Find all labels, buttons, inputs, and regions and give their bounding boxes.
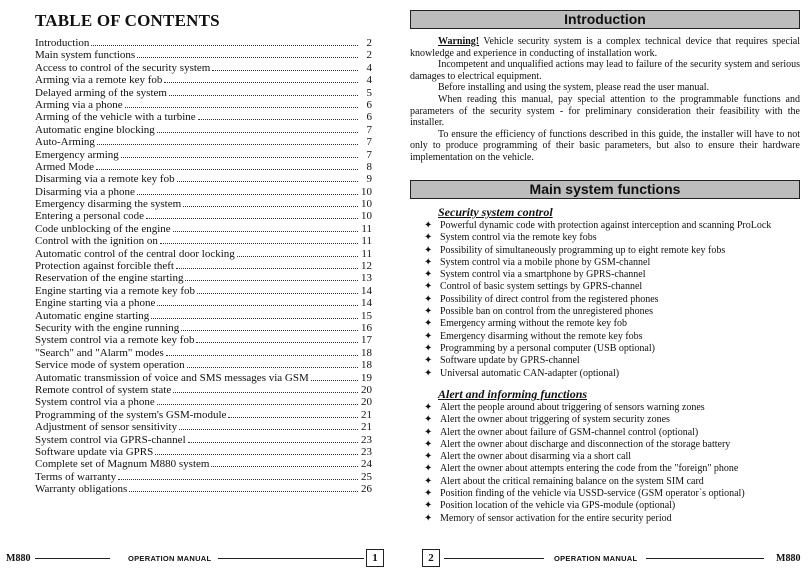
toc-entry: [35, 333, 372, 345]
table-of-contents: [35, 36, 372, 494]
toc-entry: [35, 110, 372, 122]
feature-item: [424, 232, 804, 244]
feature-item: [424, 368, 804, 380]
feature-item: [424, 269, 804, 281]
bullet-star-icon: ✦: [424, 342, 433, 354]
toc-entry-page: 18: [361, 359, 372, 372]
feature-text: Alert the owner about disarming via a short call: [440, 451, 632, 463]
toc-entry: [35, 135, 372, 147]
toc-entry-title: System control via a remote key fob: [35, 334, 195, 347]
toc-entry-page: 11: [361, 222, 372, 235]
feature-text: Position location of the vehicle via GPS-module (optional): [440, 500, 676, 512]
right-page: [410, 0, 808, 570]
footer-rule: [35, 558, 110, 559]
bullet-star-icon: ✦: [424, 330, 433, 342]
toc-entry-page: 21: [361, 421, 372, 434]
toc-entry-page: 25: [361, 470, 372, 483]
feature-text: Emergency arming without the remote key fob: [440, 318, 627, 330]
toc-entry-page: 6: [366, 111, 372, 124]
toc-leader-dots: [164, 73, 358, 83]
toc-entry-page: 18: [361, 346, 372, 359]
toc-entry-page: 2: [366, 49, 372, 62]
toc-entry: [35, 36, 372, 48]
toc-entry-title: Control with the ignition on: [35, 235, 158, 248]
toc-entry-page: 11: [361, 235, 372, 248]
intro-paragraph: When reading this manual, pay special attention to the programmable functions and parameters of the security system - for preliminary consideration their feasibility with the installer.: [410, 93, 800, 129]
toc-leader-dots: [160, 234, 358, 244]
feature-text: System control via a mobile phone by GSM-channel: [440, 256, 651, 268]
toc-leader-dots: [118, 470, 358, 480]
toc-entry: [35, 222, 372, 234]
feature-item: [424, 488, 804, 500]
toc-entry: [35, 284, 372, 296]
toc-entry-page: 7: [366, 136, 372, 149]
toc-leader-dots: [96, 160, 358, 170]
bullet-star-icon: ✦: [424, 220, 433, 231]
feature-item: [424, 294, 804, 306]
toc-leader-dots: [196, 333, 358, 343]
toc-leader-dots: [157, 123, 358, 133]
toc-entry-title: Automatic engine blocking: [35, 123, 155, 136]
intro-paragraph: Before installing and using the system, please read the user manual.: [438, 82, 710, 94]
toc-leader-dots: [212, 61, 358, 71]
toc-entry: [35, 383, 372, 395]
toc-leader-dots: [198, 110, 358, 120]
feature-item: [424, 427, 804, 439]
toc-entry-page: 9: [366, 173, 372, 186]
toc-leader-dots: [188, 433, 358, 443]
feature-item: [424, 281, 804, 293]
right-footer: [410, 549, 808, 569]
toc-entry-title: Engine starting via a phone: [35, 297, 156, 310]
feature-text: Universal automatic CAN-adapter (optional): [440, 367, 620, 379]
toc-entry: [35, 420, 372, 432]
toc-entry-page: 7: [366, 123, 372, 136]
feature-item: [424, 257, 804, 269]
toc-entry-title: Auto-Arming: [35, 136, 95, 149]
toc-entry: [35, 445, 372, 457]
footer-page-number: 2: [422, 549, 440, 567]
toc-entry-title: Security with the engine running: [35, 321, 180, 334]
feature-text: Possibility of simultaneously programming up to eight remote key fobs: [440, 244, 726, 256]
security-subheading: Security system control: [438, 205, 553, 219]
feature-item: [424, 414, 804, 426]
toc-entry: [35, 271, 372, 283]
toc-entry-page: 24: [361, 458, 372, 471]
toc-entry-title: Emergency arming: [35, 148, 119, 161]
toc-entry-title: System control via a phone: [35, 396, 155, 409]
feature-text: Position finding of the vehicle via USSD-service (GSM operator`s optional): [440, 488, 745, 500]
toc-entry-title: Automatic control of the central door locking: [35, 247, 235, 260]
toc-leader-dots: [129, 482, 358, 492]
toc-entry-page: 4: [366, 74, 372, 87]
toc-entry-page: 7: [366, 148, 372, 161]
toc-entry-page: 10: [361, 198, 372, 211]
toc-entry-page: 5: [366, 86, 372, 99]
toc-entry-title: Automatic engine starting: [35, 309, 150, 322]
toc-leader-dots: [151, 309, 358, 319]
toc-entry: [35, 73, 372, 85]
toc-leader-dots: [237, 247, 358, 257]
toc-leader-dots: [97, 135, 358, 145]
toc-leader-dots: [146, 209, 358, 219]
toc-entry-page: 8: [366, 160, 372, 173]
intro-paragraph: Warning! Vehicle security system is a complex technical device that requires special knowledge and experience in conducting of installation work.: [410, 36, 800, 59]
toc-entry-title: Arming via a remote key fob: [35, 74, 163, 87]
toc-entry-title: Protection against forcible theft: [35, 260, 174, 273]
toc-entry-page: 10: [361, 185, 372, 198]
toc-entry-page: 21: [361, 408, 372, 421]
footer-rule: [444, 558, 544, 559]
footer-page-number: 1: [366, 549, 384, 567]
toc-entry: [35, 247, 372, 259]
feature-item: [424, 306, 804, 318]
alert-feature-list: [424, 402, 804, 525]
left-page: [0, 0, 396, 570]
toc-leader-dots: [157, 296, 358, 306]
bullet-star-icon: ✦: [424, 500, 433, 512]
bullet-star-icon: ✦: [424, 269, 433, 281]
bullet-star-icon: ✦: [424, 355, 433, 367]
toc-leader-dots: [181, 321, 358, 331]
toc-entry-page: 23: [361, 445, 372, 458]
feature-text: Alert the people around about triggering of sensors warning zones: [440, 402, 705, 413]
functions-heading-bar: Main system functions: [410, 180, 800, 199]
toc-entry-page: 26: [361, 483, 372, 496]
toc-entry: [35, 61, 372, 73]
feature-text: Alert the owner about failure of GSM-channel control (optional): [440, 426, 699, 438]
feature-item: [424, 355, 804, 367]
toc-entry-title: Warranty obligations: [35, 483, 128, 496]
toc-entry: [35, 48, 372, 60]
alert-subheading: Alert and informing functions: [438, 387, 588, 401]
feature-text: Memory of sensor activation for the entire security period: [440, 512, 672, 524]
feature-text: Alert the owner about triggering of system security zones: [440, 414, 670, 426]
toc-entry-page: 13: [361, 272, 372, 285]
toc-entry-page: 10: [361, 210, 372, 223]
toc-entry: [35, 482, 372, 494]
feature-text: Programming by a personal computer (USB optional): [440, 342, 655, 354]
feature-text: Software update by GPRS-channel: [440, 355, 580, 367]
toc-entry-title: Arming via a phone: [35, 98, 123, 111]
feature-text: Alert the owner about discharge and disconnection of the storage battery: [440, 438, 731, 450]
bullet-star-icon: ✦: [424, 367, 433, 379]
bullet-star-icon: ✦: [424, 488, 433, 500]
toc-entry: [35, 470, 372, 482]
footer-model: M880: [6, 553, 31, 564]
toc-entry-title: Arming of the vehicle with a turbine: [35, 111, 196, 124]
toc-leader-dots: [173, 383, 358, 393]
toc-leader-dots: [311, 371, 358, 381]
toc-entry-title: Armed Mode: [35, 160, 94, 173]
toc-entry: [35, 259, 372, 271]
feature-text: System control via the remote key fobs: [440, 232, 597, 244]
toc-entry-title: Software update via GPRS: [35, 445, 154, 458]
warning-label: Warning!: [438, 36, 480, 47]
footer-manual-label: OPERATION MANUAL: [128, 554, 212, 563]
bullet-star-icon: ✦: [424, 281, 433, 293]
intro-text: [410, 36, 800, 164]
toc-leader-dots: [125, 98, 358, 108]
bullet-star-icon: ✦: [424, 244, 433, 256]
toc-entry-title: Delayed arming of the system: [35, 86, 167, 99]
toc-entry-page: 16: [361, 321, 372, 334]
feature-text: Alert about the critical remaining balance on the system SIM card: [440, 475, 704, 487]
feature-item: [424, 245, 804, 257]
toc-entry-page: 4: [366, 61, 372, 74]
toc-entry: [35, 123, 372, 135]
feature-item: [424, 451, 804, 463]
bullet-star-icon: ✦: [424, 463, 433, 475]
toc-entry-page: 23: [361, 433, 372, 446]
bullet-star-icon: ✦: [424, 306, 433, 318]
footer-manual-label: OPERATION MANUAL: [554, 554, 638, 563]
toc-leader-dots: [183, 197, 358, 207]
toc-leader-dots: [177, 172, 358, 182]
feature-item: [424, 513, 804, 525]
toc-entry-title: Programming of the system's GSM-module: [35, 408, 227, 421]
toc-entry: [35, 371, 372, 383]
toc-entry-title: Disarming via a phone: [35, 185, 135, 198]
toc-leader-dots: [155, 445, 358, 455]
toc-entry-title: Disarming via a remote key fob: [35, 173, 175, 186]
toc-leader-dots: [187, 358, 358, 368]
toc-entry-title: "Search" and "Alarm" modes: [35, 346, 164, 359]
toc-leader-dots: [169, 86, 358, 96]
toc-leader-dots: [137, 185, 358, 195]
toc-entry: [35, 408, 372, 420]
feature-text: Powerful dynamic code with protection against interception and scanning ProLock: [440, 220, 772, 231]
toc-entry-title: Emergency disarming the system: [35, 198, 182, 211]
bullet-star-icon: ✦: [424, 475, 433, 487]
toc-entry-page: 12: [361, 260, 372, 273]
feature-item: [424, 402, 804, 414]
toc-entry-page: 6: [366, 98, 372, 111]
toc-entry: [35, 296, 372, 308]
toc-entry-title: Entering a personal code: [35, 210, 145, 223]
toc-leader-dots: [211, 457, 358, 467]
feature-text: Emergency disarming without the remote key fobs: [440, 330, 643, 342]
toc-entry-title: Reservation of the engine starting: [35, 272, 184, 285]
intro-heading-bar: Introduction: [410, 10, 800, 29]
feature-text: Alert the owner about attempts entering the code from the "foreign" phone: [440, 463, 739, 475]
toc-entry: [35, 197, 372, 209]
bullet-star-icon: ✦: [424, 232, 433, 244]
feature-item: [424, 500, 804, 512]
toc-entry-title: System control via GPRS-channel: [35, 433, 186, 446]
bullet-star-icon: ✦: [424, 414, 433, 426]
toc-entry-title: Engine starting via a remote key fob: [35, 284, 196, 297]
intro-paragraph: To ensure the efficiency of functions described in this guide, the installer will have to not only to produce programming of their basic parameters, but also to ensure their hardware implementation on the vehicle.: [410, 128, 800, 163]
bullet-star-icon: ✦: [424, 318, 433, 330]
toc-leader-dots: [228, 408, 358, 418]
toc-entry: [35, 457, 372, 469]
bullet-star-icon: ✦: [424, 451, 433, 463]
toc-entry-page: 20: [361, 396, 372, 409]
feature-item: [424, 476, 804, 488]
bullet-star-icon: ✦: [424, 293, 433, 305]
toc-entry: [35, 160, 372, 172]
bullet-star-icon: ✦: [424, 512, 433, 524]
feature-item: [424, 331, 804, 343]
bullet-star-icon: ✦: [424, 402, 433, 413]
feature-item: [424, 439, 804, 451]
toc-entry: [35, 98, 372, 110]
toc-entry-title: Automatic transmission of voice and SMS messages via GSM: [35, 371, 309, 384]
toc-entry-title: Adjustment of sensor sensitivity: [35, 421, 178, 434]
toc-leader-dots: [176, 259, 358, 269]
toc-entry: [35, 148, 372, 160]
feature-item: [424, 343, 804, 355]
toc-entry-title: Main system functions: [35, 49, 136, 62]
toc-title: TABLE OF CONTENTS: [35, 11, 220, 30]
toc-leader-dots: [91, 36, 358, 46]
toc-entry-title: Access to control of the security system: [35, 61, 211, 74]
toc-entry: [35, 185, 372, 197]
toc-entry-page: 14: [361, 284, 372, 297]
toc-entry: [35, 358, 372, 370]
toc-leader-dots: [197, 284, 358, 294]
toc-leader-dots: [137, 48, 358, 58]
toc-entry-title: Complete set of Magnum M880 system: [35, 458, 210, 471]
feature-text: System control via a smartphone by GPRS-channel: [440, 269, 646, 281]
feature-item: [424, 463, 804, 475]
toc-entry: [35, 86, 372, 98]
feature-text: Control of basic system settings by GPRS-channel: [440, 281, 643, 293]
bullet-star-icon: ✦: [424, 438, 433, 450]
toc-entry: [35, 346, 372, 358]
feature-text: Possible ban on control from the unregistered phones: [440, 306, 654, 318]
toc-entry-page: 19: [361, 371, 372, 384]
toc-entry: [35, 209, 372, 221]
toc-entry: [35, 321, 372, 333]
toc-entry-page: 15: [361, 309, 372, 322]
footer-rule: [646, 558, 764, 559]
footer-rule: [218, 558, 364, 559]
intro-paragraph: Incompetent and unqualified actions may lead to failure of the security system and serious damages to electrical equipment.: [410, 59, 800, 82]
toc-leader-dots: [173, 222, 358, 232]
toc-entry-page: 2: [366, 37, 372, 49]
toc-leader-dots: [166, 346, 358, 356]
toc-leader-dots: [179, 420, 358, 430]
security-feature-list: [424, 220, 804, 380]
toc-entry: [35, 395, 372, 407]
left-footer: [0, 549, 396, 569]
bullet-star-icon: ✦: [424, 426, 433, 438]
footer-model: M880: [776, 553, 801, 564]
toc-entry: [35, 433, 372, 445]
toc-entry-page: 11: [361, 247, 372, 260]
toc-entry-title: Remote control of system state: [35, 383, 172, 396]
toc-entry-title: Code unblocking of the engine: [35, 222, 171, 235]
toc-leader-dots: [185, 271, 358, 281]
toc-entry-page: 20: [361, 383, 372, 396]
toc-leader-dots: [121, 148, 358, 158]
toc-entry-page: 17: [361, 334, 372, 347]
bullet-star-icon: ✦: [424, 256, 433, 268]
feature-text: Possibility of direct control from the registered phones: [440, 293, 659, 305]
toc-entry: [35, 172, 372, 184]
feature-item: [424, 220, 804, 232]
toc-leader-dots: [157, 395, 358, 405]
toc-entry-page: 14: [361, 297, 372, 310]
feature-item: [424, 318, 804, 330]
toc-entry-title: Service mode of system operation: [35, 359, 185, 372]
toc-entry-title: Introduction: [35, 37, 90, 49]
toc-entry-title: Terms of warranty: [35, 470, 117, 483]
toc-entry: [35, 309, 372, 321]
toc-entry: [35, 234, 372, 246]
